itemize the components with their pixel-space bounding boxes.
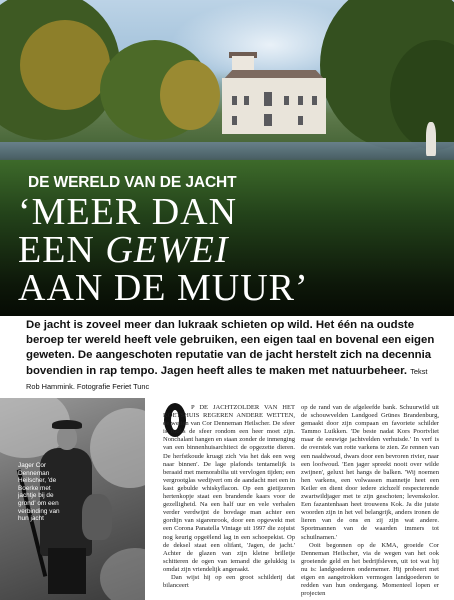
article-title xyxy=(18,193,309,307)
body-paragraph xyxy=(163,404,295,574)
intro-text: De jacht is zoveel meer dan lukraak schieten op wild. Het één na oudste beroep ter wereld heeft vele gebruiken, een eigen taal en bovenal een eigen geweten. De aangeschoten reputatie van de jacht herstelt zich na decennia bovendien in rap tempo. Jagen heeft alles te maken met natuurbeheer. xyxy=(26,319,435,377)
title-line-2 xyxy=(18,231,309,269)
villa xyxy=(222,78,326,134)
tree-left-autumn xyxy=(20,20,110,110)
intro-paragraph xyxy=(26,318,436,394)
dog xyxy=(82,494,112,540)
foliage xyxy=(90,408,145,488)
villa-window xyxy=(312,96,317,105)
foliage xyxy=(100,548,145,600)
title-line-3: AAN DE MUUR’ xyxy=(18,267,309,309)
body-text: de wetten van Cor Denneman Heilscher. De sfeer is rooks de sfeer rondom een heer moet zijn. Nonchalant hangen en staan zonder de inmenging van een binnenhuisarchitect de opgezette dieren. De herfstkoude kruagt zich 'via het dak een weg naar binnen'. De lage plafonds tentamelijk is beraaid met memorabilia uit vervlogen tijden; een vergrootglas wedijvert om de aandacht met een in kast gebulde whiskyflacon. Op een gietijzeren hertenkopje staat een brandende kaars voor de gezelligheid. Na een half uur en vele verhalen verder verdwijnt de bovdage man achter een gordijn van sigarenrook, door een opgewekt met een Corona Panatella Vintage uit 1997 die zojuist nog keurig opgeëlend lag in een schoepekist. Op de deksel staat een olifant, 'Jagen, de jacht.' Achter de glazen van zijn kleine brilletje schitteren de ogen van iemand die gelukkig is omdat zijn vriendelijk angeraakt. xyxy=(163,420,295,573)
body-paragraph: Ooit begonnen op de KMA, groeide Cor Denneman Heilscher, via de wegen van het ook groeiende geld en het bedrijfsleven, uit tot wat hij nu is: landgoederen ondernemer. Hij probeert met eigen en aangetrokken vermogen landgoederen te redden van hun ondergang. Momenteel lopen er projecten xyxy=(301,541,439,598)
body-column-2 xyxy=(301,404,439,598)
tree-center-autumn xyxy=(160,60,220,130)
villa-window xyxy=(298,96,303,105)
villa-window xyxy=(244,96,249,105)
title-line-2-italic: GEWEI xyxy=(105,229,229,271)
villa-window xyxy=(284,96,289,105)
title-line-1: ‘MEER DAN xyxy=(18,191,238,233)
body-paragraph: Dan wijst hij op een groot schilderij dat bilanceert xyxy=(163,573,295,590)
hunter-hat xyxy=(52,420,82,429)
villa-window xyxy=(264,114,272,126)
villa-window xyxy=(264,92,272,106)
villa-window xyxy=(232,116,237,125)
body-column-1 xyxy=(163,404,295,590)
lead-in: P DE JACHTZOLDER VAN HET KOETSHUIS REGEREN ANDERE WETTEN, xyxy=(163,404,295,420)
hunter-legs xyxy=(48,548,86,594)
hunter-head xyxy=(57,426,77,450)
section-kicker: DE WERELD VAN DE JACHT xyxy=(28,174,237,191)
villa-window xyxy=(232,96,237,105)
photo-caption: Jager Cor Denneman Heilscher, 'de Boerke met jachtje bij de grond' om een verbinding van hun jacht xyxy=(18,462,60,523)
photo-credits: Tekst Rob Hammink. Fotografie Feriet Tunc xyxy=(26,366,428,391)
white-statue xyxy=(426,122,436,156)
title-line-2-text: EEN xyxy=(18,229,106,271)
villa-window xyxy=(298,116,303,125)
body-paragraph: op de rand van de afgeleefde bank. Schuurwild uit de schouwvelden Landgoed Grünes Brandenburg, gemaakt door zijn compaan en favoriete schilder Tammo Luikken. 'De beste nadat Kors Poortvliet maar de eeuwige jachtvelden verhuisde.' In verf is de overstek van rotte varkens te zien. Ze rennen van een naaldwoud, dwars door een bevroren rivier, naar een loofwoud. 'Een jager spreekt nooit over wilde zwijnen', geluxt het hangs de balken. 'Wij noemen hen varkens, een volwassen mannetje heet een Keiler en dient door iedere zichzelf respecterende zwartwildjager met te zijn geschoten; levenskolor. Een fazantenhaan heet trouwens Kok. Ja die juiste woorden zijn in het vel belangrijk, anders ironen de lieren van de ons en zij zijn wat andere. Sportmannen van de waarden immers tot schuilnamen.' xyxy=(301,404,439,541)
